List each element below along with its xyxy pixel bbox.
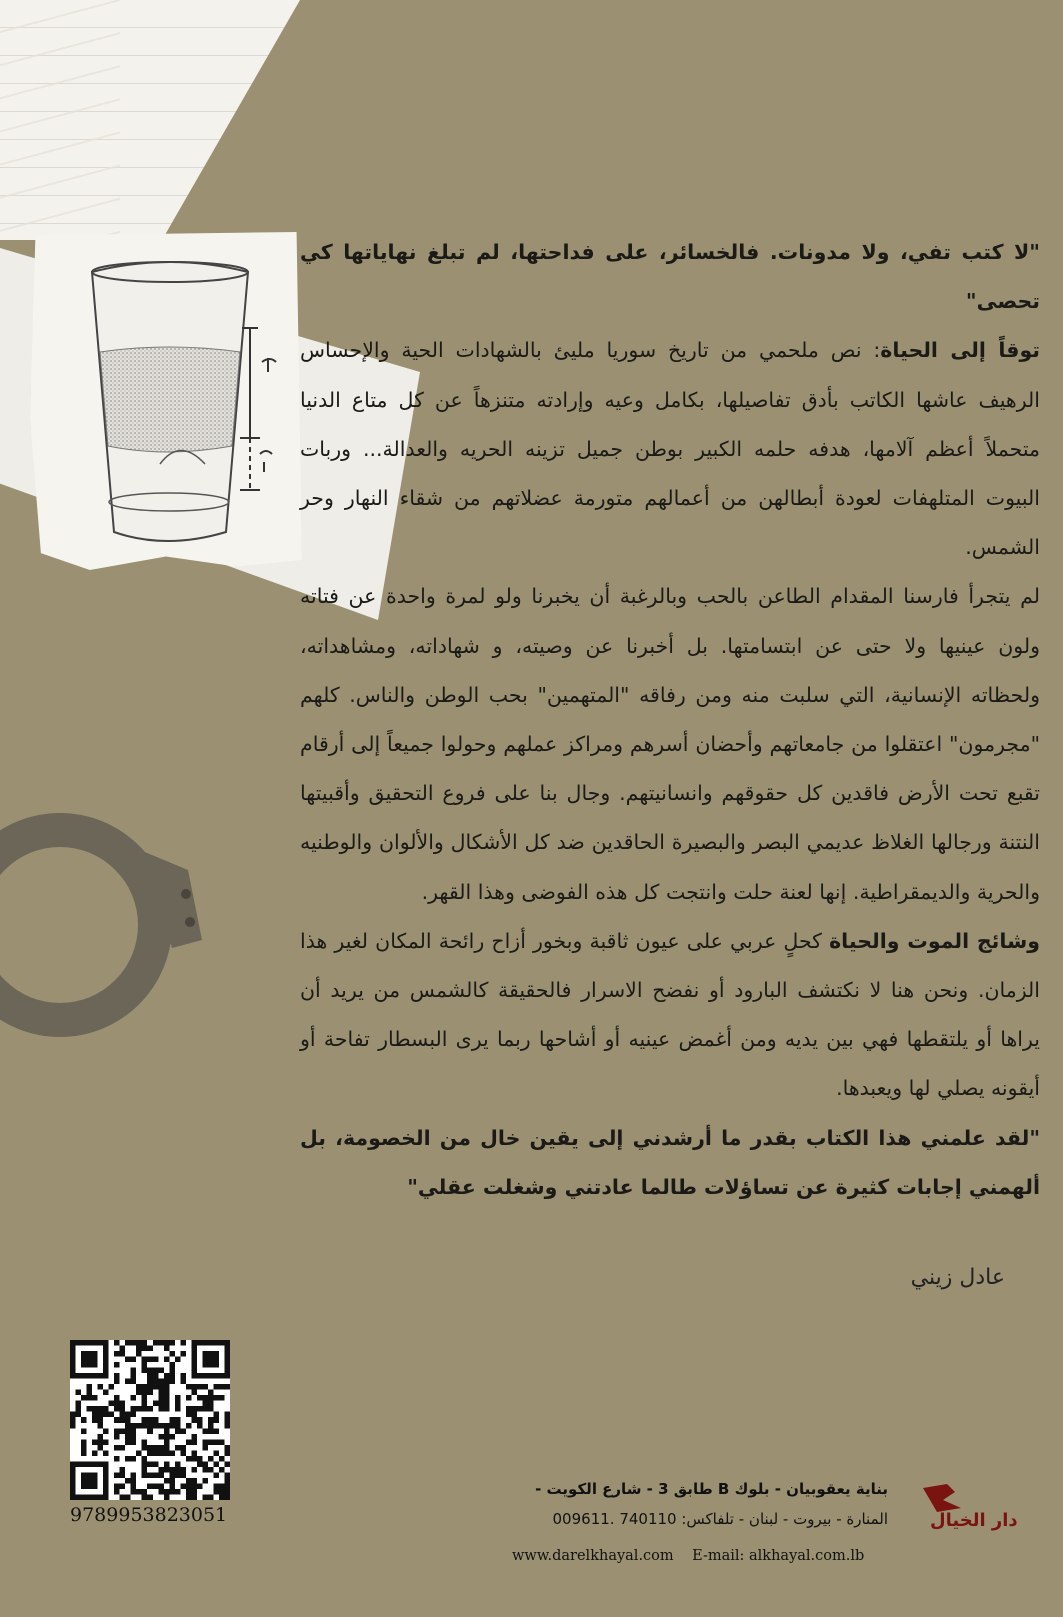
paragraph-3-body: كحلٍ عربي على عيون ثاقبة وبخور أزاح رائحة المكان لغير هذا الزمان. ونحن هنا لا نكتشف البارود أو نفضح الاسرار فالحقيقة كالشمس من يريد أن يراها أو يلتقطها فهي بين يديه ومن أغمض عينيه أو أشاحها ربما يرى البسطار تفاحة أو أيقونه يصلي لها ويعبدها. (300, 928, 1040, 1101)
closing-quote: "لقد علمني هذا الكتاب بقدر ما أرشدني إلى يقين خال من الخصومة، بل ألهمني إجابات كثيرة عن تساؤلات طالما عادتني وشغلت عقلي" (300, 1125, 1040, 1199)
paragraph-1 (300, 326, 1040, 572)
paragraph-3-title: وشائج الموت والحياة (829, 928, 1040, 953)
back-cover-text (300, 228, 1040, 1212)
paper-texture (0, 0, 120, 240)
publisher-address-line1: بناية يعقوبيان - بلوك B طابق 3 - شارع الكويت - (535, 1480, 888, 1498)
paragraph-1-title: توقاً إلى الحياة (880, 338, 1040, 363)
publisher-email: E-mail: alkhayal.com.lb (692, 1548, 865, 1564)
quote-intro: "لا كتب تفي، ولا مدونات. فالخسائر، على فداحتها، لم تبلغ نهاياتها كي تحصى" (300, 240, 1040, 314)
publisher-web-line (512, 1548, 864, 1564)
publisher-website: www.darelkhayal.com (512, 1548, 674, 1564)
publisher-address-line2: المنارة - بيروت - لبنان - تلفاكس: 740110 .009611 (552, 1510, 888, 1528)
signature: عادل زيني (910, 1265, 1005, 1290)
paragraph-1-body: : نص ملحمي من تاريخ سوريا مليئ بالشهادات الحية والإحساس الرهيف عاشها الكاتب بأدق تفاصيلها، بكامل وعيه وإرادته متنزهاً عن كل متاع الدنيا متحملاً أعظم آلامها، هدفه حلمه الكبير بوطن جميل تزينه الحريه والعدالة... وربات البيوت المتلهفات لعودة أبطالهن من أعمالهم متورمة عضلاتهم من شقاء النهار وحر الشمس. (300, 338, 1040, 560)
paragraph-3 (300, 917, 1040, 1114)
qr-code (70, 1340, 230, 1500)
isbn-number: 9789953823051 (70, 1504, 228, 1526)
paragraph-2: لم يتجرأ فارسنا المقدام الطاعن بالحب وبالرغبة أن يخبرنا ولو لمرة واحدة عن فتاته ولون عينيها ولا حتى عن ابتسامتها. بل أخبرنا عن وصيته، و شهاداته، ومشاهداته، ولحظاته الإنسانية، التي سلبت منه ومن رفاقه "المتهمين" بحب الوطن والناس. كلهم "مجرمون" اعتقلوا من جامعاتهم وأحضان أسرهم ومراكز عملهم وحولوا جميعاً إلى أرقام تقبع تحت الأرض فاقدين كل حقوقهم وانسانيتهم. وجال بنا على فروع التحقيق وأقبيتها النتنة ورجالها الغلاظ عديمي البصر والبصيرة الحاقدين ضد كل الأشكال والألوان والوطنيه والحرية والديمقراطية. إنها لعنة حلت وانتجت كل هذه الفوضى وهذا القهر. (300, 584, 1040, 904)
handcuff-icon (0, 790, 220, 1060)
glass-sketch-icon (30, 232, 302, 570)
publisher-logo-text: دار الخيال (930, 1510, 1018, 1531)
